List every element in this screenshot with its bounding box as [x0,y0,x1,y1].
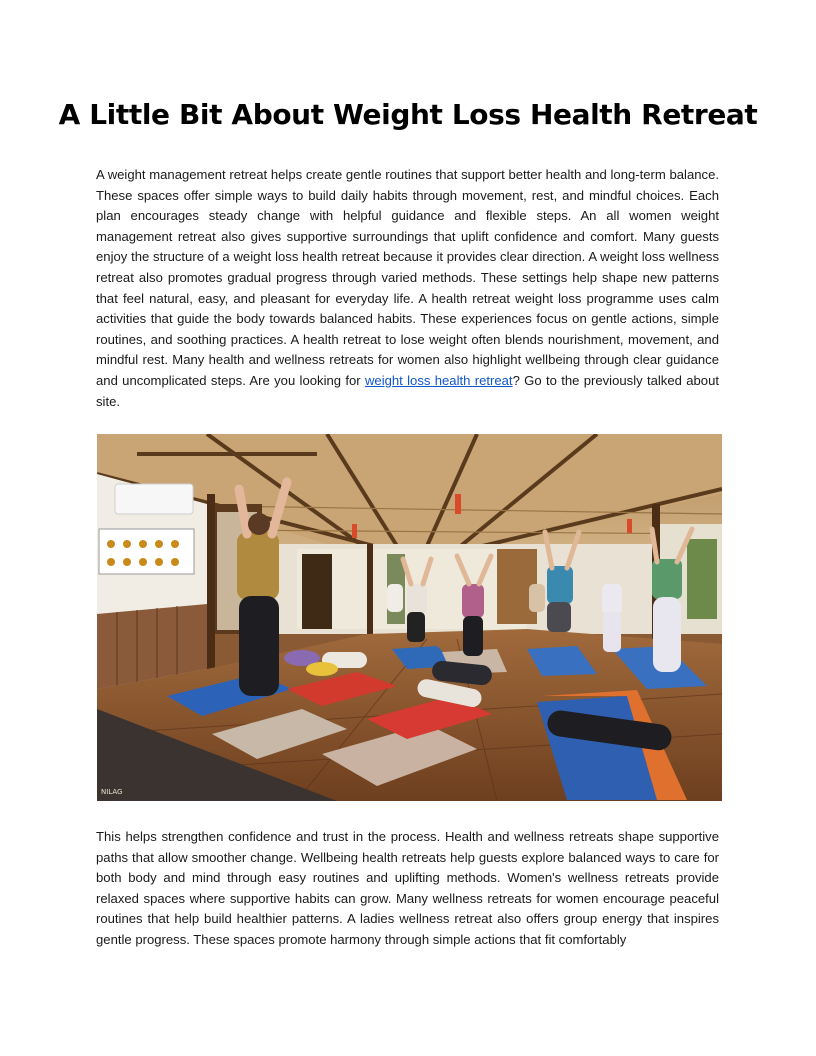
body-paragraph: This helps strengthen confidence and trust in the process. Health and wellness retreats shape supportive paths that allow smoother change. Wellbeing health retreats help guests explore balanced ways to care for both body and mind through easy routines and uplifting methods. Women's wellness retreats provide relaxed spaces where supportive habits can grow. Many wellness retreats for women encourage peaceful routines that help build healthier patterns. A ladies wellness retreat also offers group energy that inspires gentle progress. These spaces promote harmony through simple actions that fit comfortably [96,829,719,947]
photo-watermark: NILAG [101,788,123,796]
weight-loss-health-retreat-link[interactable]: weight loss health retreat [364,372,513,388]
intro-paragraph [96,165,719,412]
intro-text: A weight management retreat helps create gentle routines that support better health and long-term balance. These spaces offer simple ways to build daily habits through movement, rest, and mindful choices. Each plan encourages steady change with helpful guidance and flexible steps. An all women weight management retreat also gives supportive surroundings that uplift confidence and comfort. Many guests enjoy the structure of a weight loss health retreat because it provides clear direction. A weight loss wellness retreat also promotes gradual progress through varied methods. These settings help shape new patterns that feel natural, easy, and pleasant for everyday life. A health retreat weight loss programme uses calm activities that guide the body towards balanced habits. These experiences focus on gentle actions, simple routines, and soothing practices. A health retreat to lose weight often blends nourishment, movement, and mindful rest. Many health and wellness retreats for women also highlight wellbeing through clear guidance and uncomplicated steps. Are you looking for [96,167,719,388]
yoga-class-photo [97,434,722,801]
page-title: A Little Bit About Weight Loss Health Retreat [58,98,758,131]
intro-text-end: ? Go to the previously talked about site. [96,372,719,409]
